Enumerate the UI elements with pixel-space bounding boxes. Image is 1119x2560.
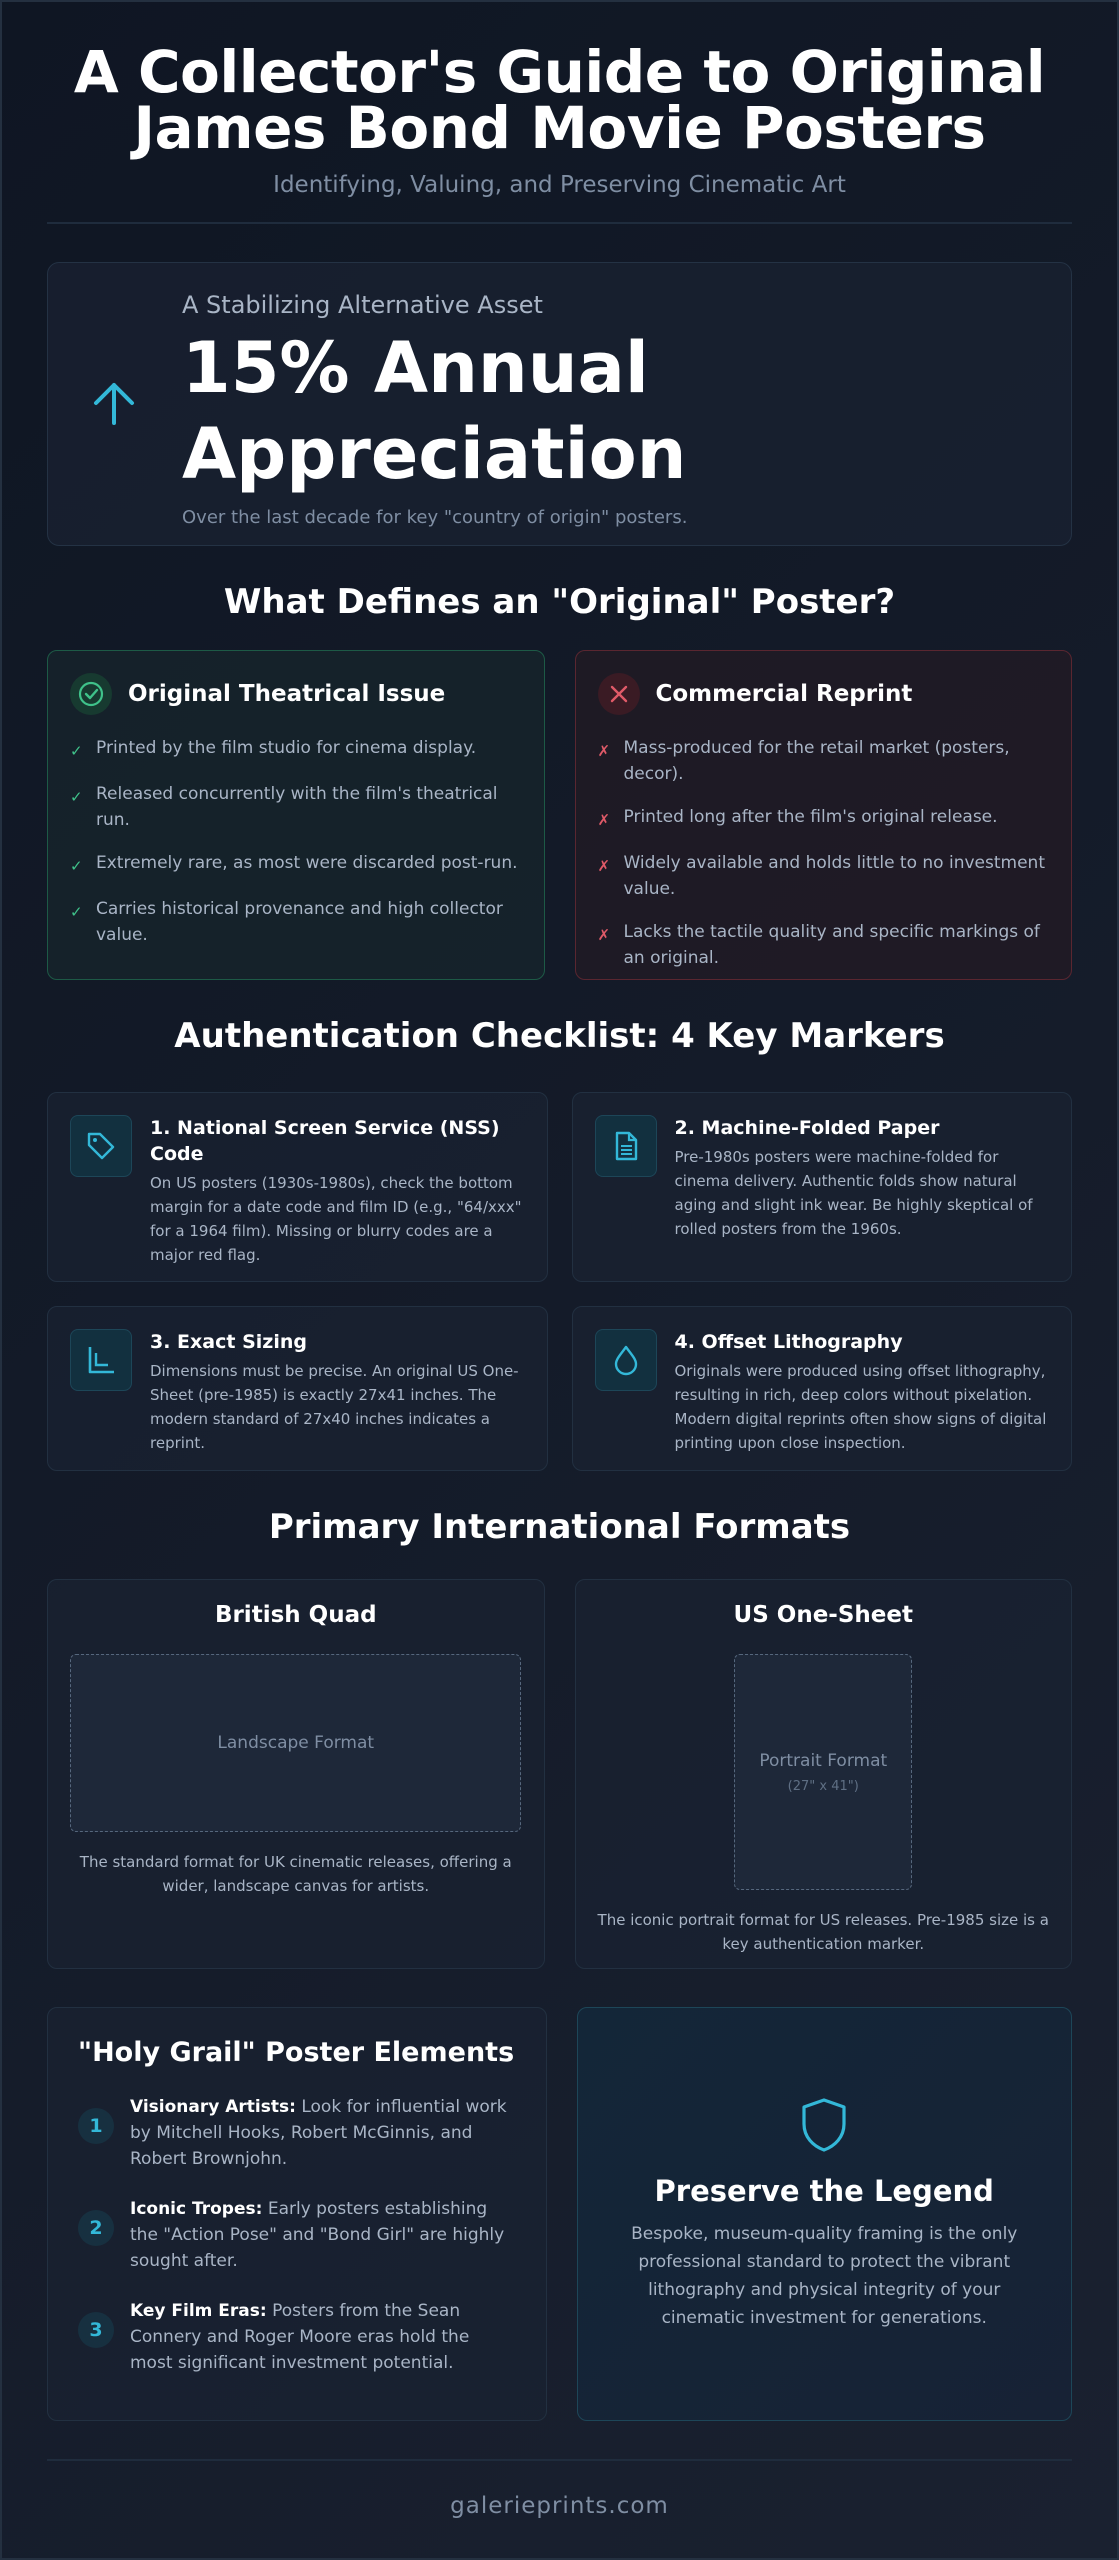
holy-grail-item-body: Look for influential work by Mitchell Hooks, Robert McGinnis, and Robert Brownjohn. bbox=[130, 2097, 507, 2169]
cross-icon: ✗ bbox=[597, 742, 611, 760]
marker-description: On US posters (1930s-1980s), check the bottom margin for a date code and film ID (e.g., "64/xxx" for a 1964 film). Missing or blurry codes are a major red flag. bbox=[150, 1174, 522, 1264]
marker-description: Pre-1980s posters were machine-folded for cinema delivery. Authentic folds show natural aging and slight ink wear. Be highly skeptical of rolled posters from the 1960s. bbox=[674, 1148, 1033, 1238]
us-one-sheet-title: US One-Sheet bbox=[733, 1602, 913, 1628]
landscape-format-placeholder bbox=[70, 1654, 521, 1832]
reprint-item bbox=[598, 735, 1050, 787]
hero-note: Over the last decade for key "country of origin" posters. bbox=[182, 507, 688, 528]
reprint-item bbox=[598, 804, 1050, 833]
holy-grail-title: "Holy Grail" Poster Elements bbox=[78, 2037, 515, 2068]
original-item-text: Printed by the film studio for cinema display. bbox=[96, 738, 477, 758]
holy-grail-item-body: Early posters establishing the "Action Pose" and "Bond Girl" are highly sought after. bbox=[130, 2199, 505, 2271]
title-line-1: A Collector's Guide to Original bbox=[73, 38, 1046, 106]
original-item bbox=[70, 781, 522, 833]
preserve-card bbox=[577, 2007, 1073, 2421]
ink-drop-icon bbox=[595, 1329, 657, 1391]
holy-grail-item-label: Visionary Artists: bbox=[130, 2097, 296, 2117]
formats-title: Primary International Formats bbox=[268, 1507, 851, 1547]
marker-description: Dimensions must be precise. An original US One-Sheet (pre-1985) is exactly 27x41 inches. The modern standard of 27x40 inches indicates a reprint. bbox=[150, 1362, 519, 1452]
holy-grail-item bbox=[78, 2196, 516, 2274]
check-icon: ✓ bbox=[70, 903, 83, 921]
footer-divider bbox=[47, 2459, 1072, 2461]
ruler-icon bbox=[70, 1329, 132, 1391]
preserve-description: Bespoke, museum-quality framing is the only professional standard to protect the vibrant lithography and physical integrity of your cinematic investment for generations. bbox=[631, 2224, 1018, 2328]
british-quad-description: The standard format for UK cinematic releases, offering a wider, landscape canvas for artists. bbox=[79, 1853, 512, 1895]
marker-title: 1. National Screen Service (NSS) Code bbox=[150, 1117, 500, 1165]
cross-icon: ✗ bbox=[597, 926, 611, 944]
check-icon: ✓ bbox=[70, 788, 83, 806]
check-circle-icon bbox=[70, 673, 112, 715]
holy-grail-list bbox=[78, 2094, 516, 2376]
bottom-section bbox=[47, 2007, 1072, 2421]
site-link[interactable]: galerieprints.com bbox=[450, 2493, 669, 2519]
holy-grail-item-label: Iconic Tropes: bbox=[130, 2199, 263, 2219]
authentication-grid bbox=[47, 1092, 1072, 1471]
holy-grail-item-label: Key Film Eras: bbox=[130, 2301, 267, 2321]
check-icon: ✓ bbox=[70, 857, 83, 875]
reprint-item bbox=[598, 850, 1050, 902]
formats-comparison bbox=[47, 1579, 1072, 1969]
original-item-text: Carries historical provenance and high collector value. bbox=[96, 899, 503, 945]
marker-card-machine-folded bbox=[572, 1092, 1073, 1282]
appreciation-card bbox=[47, 262, 1072, 546]
marker-card-nss-code bbox=[47, 1092, 548, 1282]
reprint-item bbox=[598, 919, 1050, 971]
reprint-item-text: Printed long after the film's original release. bbox=[623, 807, 998, 827]
reprint-item-text: Mass-produced for the retail market (posters, decor). bbox=[623, 738, 1010, 784]
british-quad-card bbox=[47, 1579, 545, 1969]
marker-title: 4. Offset Lithography bbox=[674, 1331, 903, 1353]
commercial-reprint-card bbox=[575, 650, 1073, 980]
marker-title: 3. Exact Sizing bbox=[150, 1331, 307, 1353]
original-item bbox=[70, 896, 522, 948]
marker-card-offset-lithography bbox=[572, 1306, 1073, 1471]
cross-icon: ✗ bbox=[597, 857, 611, 875]
document-icon bbox=[595, 1115, 657, 1177]
hero-headline-line-1: 15% Annual bbox=[182, 327, 649, 409]
definition-title: What Defines an "Original" Poster? bbox=[223, 582, 896, 622]
definition-comparison bbox=[47, 650, 1072, 980]
portrait-format-placeholder bbox=[734, 1654, 912, 1890]
original-item bbox=[70, 850, 522, 879]
holy-grail-item-body: Posters from the Sean Connery and Roger Moore eras hold the most significant investment potential. bbox=[130, 2301, 470, 2373]
arrow-up-icon bbox=[86, 375, 142, 431]
original-item-text: Released concurrently with the film's theatrical run. bbox=[96, 784, 498, 830]
hero-eyebrow: A Stabilizing Alternative Asset bbox=[182, 291, 543, 319]
landscape-format-label: Landscape Format bbox=[217, 1733, 375, 1753]
tag-icon bbox=[70, 1115, 132, 1177]
hero-headline-line-2: Appreciation bbox=[182, 413, 687, 495]
header bbox=[47, 0, 1072, 198]
original-issue-title: Original Theatrical Issue bbox=[128, 681, 446, 707]
header-divider bbox=[47, 222, 1072, 224]
authentication-title: Authentication Checklist: 4 Key Markers bbox=[174, 1016, 945, 1056]
british-quad-title: British Quad bbox=[214, 1602, 377, 1628]
commercial-reprint-title: Commercial Reprint bbox=[655, 681, 913, 707]
original-issue-list bbox=[70, 735, 522, 948]
step-number-badge: 1 bbox=[78, 2108, 114, 2144]
original-item bbox=[70, 735, 522, 764]
holy-grail-card bbox=[47, 2007, 547, 2421]
step-number-badge: 3 bbox=[78, 2312, 114, 2348]
reprint-item-text: Widely available and holds little to no investment value. bbox=[623, 853, 1045, 899]
reprint-item-text: Lacks the tactile quality and specific markings of an original. bbox=[623, 922, 1040, 968]
holy-grail-item bbox=[78, 2094, 516, 2172]
marker-card-exact-sizing bbox=[47, 1306, 548, 1471]
holy-grail-item-text bbox=[130, 2196, 516, 2274]
hero-headline bbox=[182, 325, 687, 497]
footer bbox=[47, 2493, 1072, 2519]
marker-title: 2. Machine-Folded Paper bbox=[674, 1117, 940, 1139]
title-line-2: James Bond Movie Posters bbox=[133, 94, 986, 162]
preserve-title: Preserve the Legend bbox=[654, 2174, 994, 2208]
original-issue-card bbox=[47, 650, 545, 980]
us-one-sheet-description: The iconic portrait format for US releases. Pre-1985 size is a key authentication marker. bbox=[597, 1911, 1049, 1953]
holy-grail-item-text bbox=[130, 2298, 516, 2376]
portrait-format-dimensions: (27" x 41") bbox=[787, 1778, 859, 1794]
holy-grail-item bbox=[78, 2298, 516, 2376]
x-circle-icon bbox=[598, 673, 640, 715]
commercial-reprint-list bbox=[598, 735, 1050, 971]
page-subtitle: Identifying, Valuing, and Preserving Cinematic Art bbox=[273, 172, 846, 198]
step-number-badge: 2 bbox=[78, 2210, 114, 2246]
portrait-format-label: Portrait Format bbox=[759, 1750, 888, 1771]
check-icon: ✓ bbox=[70, 742, 83, 760]
original-item-text: Extremely rare, as most were discarded post-run. bbox=[96, 853, 518, 873]
cross-icon: ✗ bbox=[597, 811, 611, 829]
page-title bbox=[47, 38, 1072, 162]
us-one-sheet-card bbox=[575, 1579, 1073, 1969]
holy-grail-item-text bbox=[130, 2094, 516, 2172]
marker-description: Originals were produced using offset lithography, resulting in rich, deep colors without pixelation. Modern digital reprints often show signs of digital printing upon close inspection. bbox=[674, 1362, 1047, 1452]
shield-icon bbox=[798, 2096, 850, 2154]
infographic bbox=[47, 0, 1072, 2519]
